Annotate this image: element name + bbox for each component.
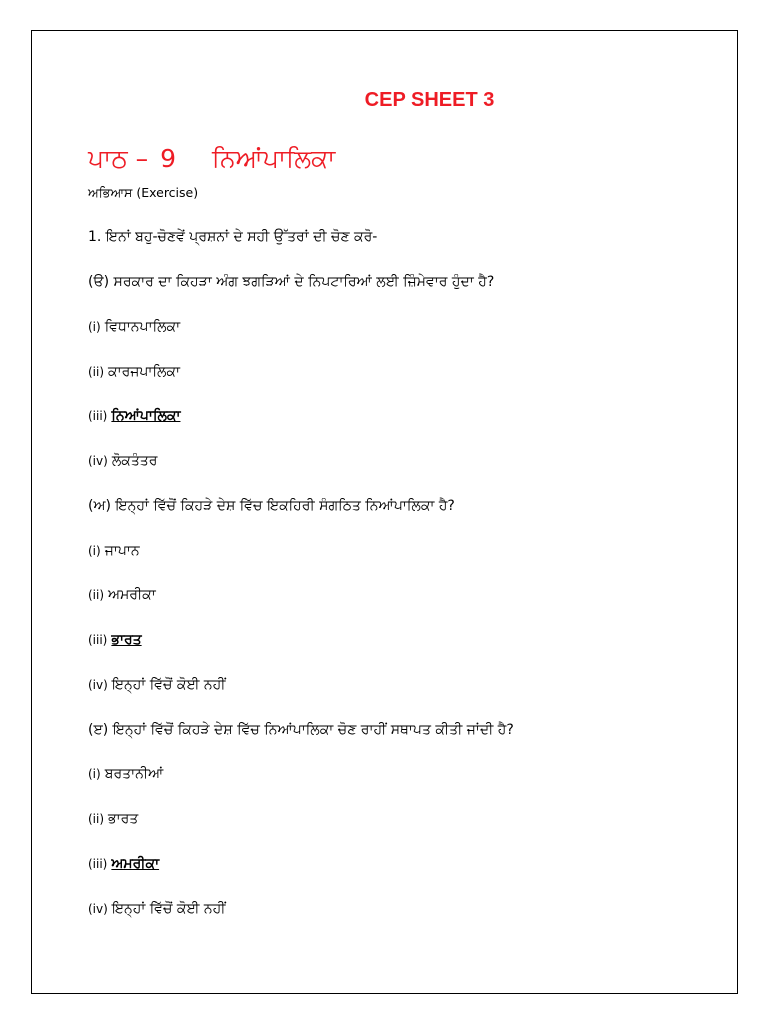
option-b-iii xyxy=(88,631,142,649)
lesson-label: ਪਾਠ xyxy=(88,144,128,173)
document-page xyxy=(31,30,738,994)
option-tag: (iii) xyxy=(88,633,108,647)
exercise-subtitle: ਅਭਿਆਸ (Exercise) xyxy=(88,185,199,200)
option-text: ਜਾਪਾਨ xyxy=(104,543,140,559)
option-tag: (i) xyxy=(88,767,101,781)
option-tag: (i) xyxy=(88,320,101,334)
option-text: ਇਨ੍ਹਾਂ ਵਿੱਚੋਂ ਕੋਈ ਨਹੀਂ xyxy=(111,901,226,917)
option-tag: (iv) xyxy=(88,902,108,916)
option-b-i xyxy=(88,542,140,560)
option-c-i xyxy=(88,765,163,783)
option-tag: (iv) xyxy=(88,454,108,468)
option-a-i xyxy=(88,318,180,336)
option-b-ii xyxy=(88,586,156,604)
correct-answer: ਅਮਰੀਕਾ xyxy=(111,856,160,872)
option-tag: (iv) xyxy=(88,678,108,692)
sheet-title: CEP SHEET 3 xyxy=(364,89,495,111)
lesson-name: ਨਿਆਂਪਾਲਿਕਾ xyxy=(211,144,336,173)
option-c-ii xyxy=(88,810,138,828)
lesson-number: 9 xyxy=(160,144,177,173)
option-tag: (ii) xyxy=(88,365,105,379)
question-c: (ੲ) ਇਨ੍ਹਾਂ ਵਿੱਚੋਂ ਕਿਹੜੇ ਦੇਸ਼ ਵਿੱਚ ਨਿਆਂਪਾਲਿਕਾ ਚੋਣ ਰਾਹੀਂ ਸਥਾਪਤ ਕੀਤੀ ਜਾਂਦੀ ਹੈ? xyxy=(88,722,514,738)
lesson-dash: – xyxy=(135,144,149,173)
option-tag: (iii) xyxy=(88,409,108,423)
option-text: ਕਾਰਜਪਾਲਿਕਾ xyxy=(108,364,180,380)
option-tag: (i) xyxy=(88,544,101,558)
option-c-iii xyxy=(88,855,159,873)
option-tag: (ii) xyxy=(88,588,105,602)
option-a-iii xyxy=(88,407,180,425)
option-text: ਭਾਰਤ xyxy=(108,811,139,827)
option-a-ii xyxy=(88,363,180,381)
question-b: (ਅ) ਇਨ੍ਹਾਂ ਵਿੱਚੋਂ ਕਿਹੜੇ ਦੇਸ਼ ਵਿੱਚ ਇਕਹਿਰੀ ਸੰਗਠਿਤ ਨਿਆਂਪਾਲਿਕਾ ਹੈ? xyxy=(88,498,455,514)
option-tag: (ii) xyxy=(88,812,105,826)
option-c-iv xyxy=(88,900,225,918)
option-text: ਲੋਕਤੰਤਰ xyxy=(111,453,158,469)
correct-answer: ਨਿਆਂਪਾਲਿਕਾ xyxy=(111,408,181,424)
option-text: ਬਰਤਾਨੀਆਂ xyxy=(104,766,164,782)
option-tag: (iii) xyxy=(88,857,108,871)
option-text: ਇਨ੍ਹਾਂ ਵਿੱਚੋਂ ਕੋਈ ਨਹੀਂ xyxy=(111,677,226,693)
option-a-iv xyxy=(88,452,157,470)
question-a: (ੳ) ਸਰਕਾਰ ਦਾ ਕਿਹੜਾ ਅੰਗ ਝਗੜਿਆਂ ਦੇ ਨਿਪਟਾਰਿਆਂ ਲਈ ਜ਼ਿੰਮੇਵਾਰ ਹੁੰਦਾ ਹੈ? xyxy=(88,274,495,290)
instruction-text: 1. ਇਨਾਂ ਬਹੁ-ਚੋਣਵੇਂ ਪ੍ਰਸ਼ਨਾਂ ਦੇ ਸਹੀ ਉੱਤਰਾਂ ਦੀ ਚੋਣ ਕਰੋ- xyxy=(88,229,378,245)
lesson-heading xyxy=(88,144,335,174)
option-b-iv xyxy=(88,676,225,694)
option-text: ਅਮਰੀਕਾ xyxy=(108,587,156,603)
option-text: ਵਿਧਾਨਪਾਲਿਕਾ xyxy=(104,319,181,335)
correct-answer: ਭਾਰਤ xyxy=(111,632,142,648)
